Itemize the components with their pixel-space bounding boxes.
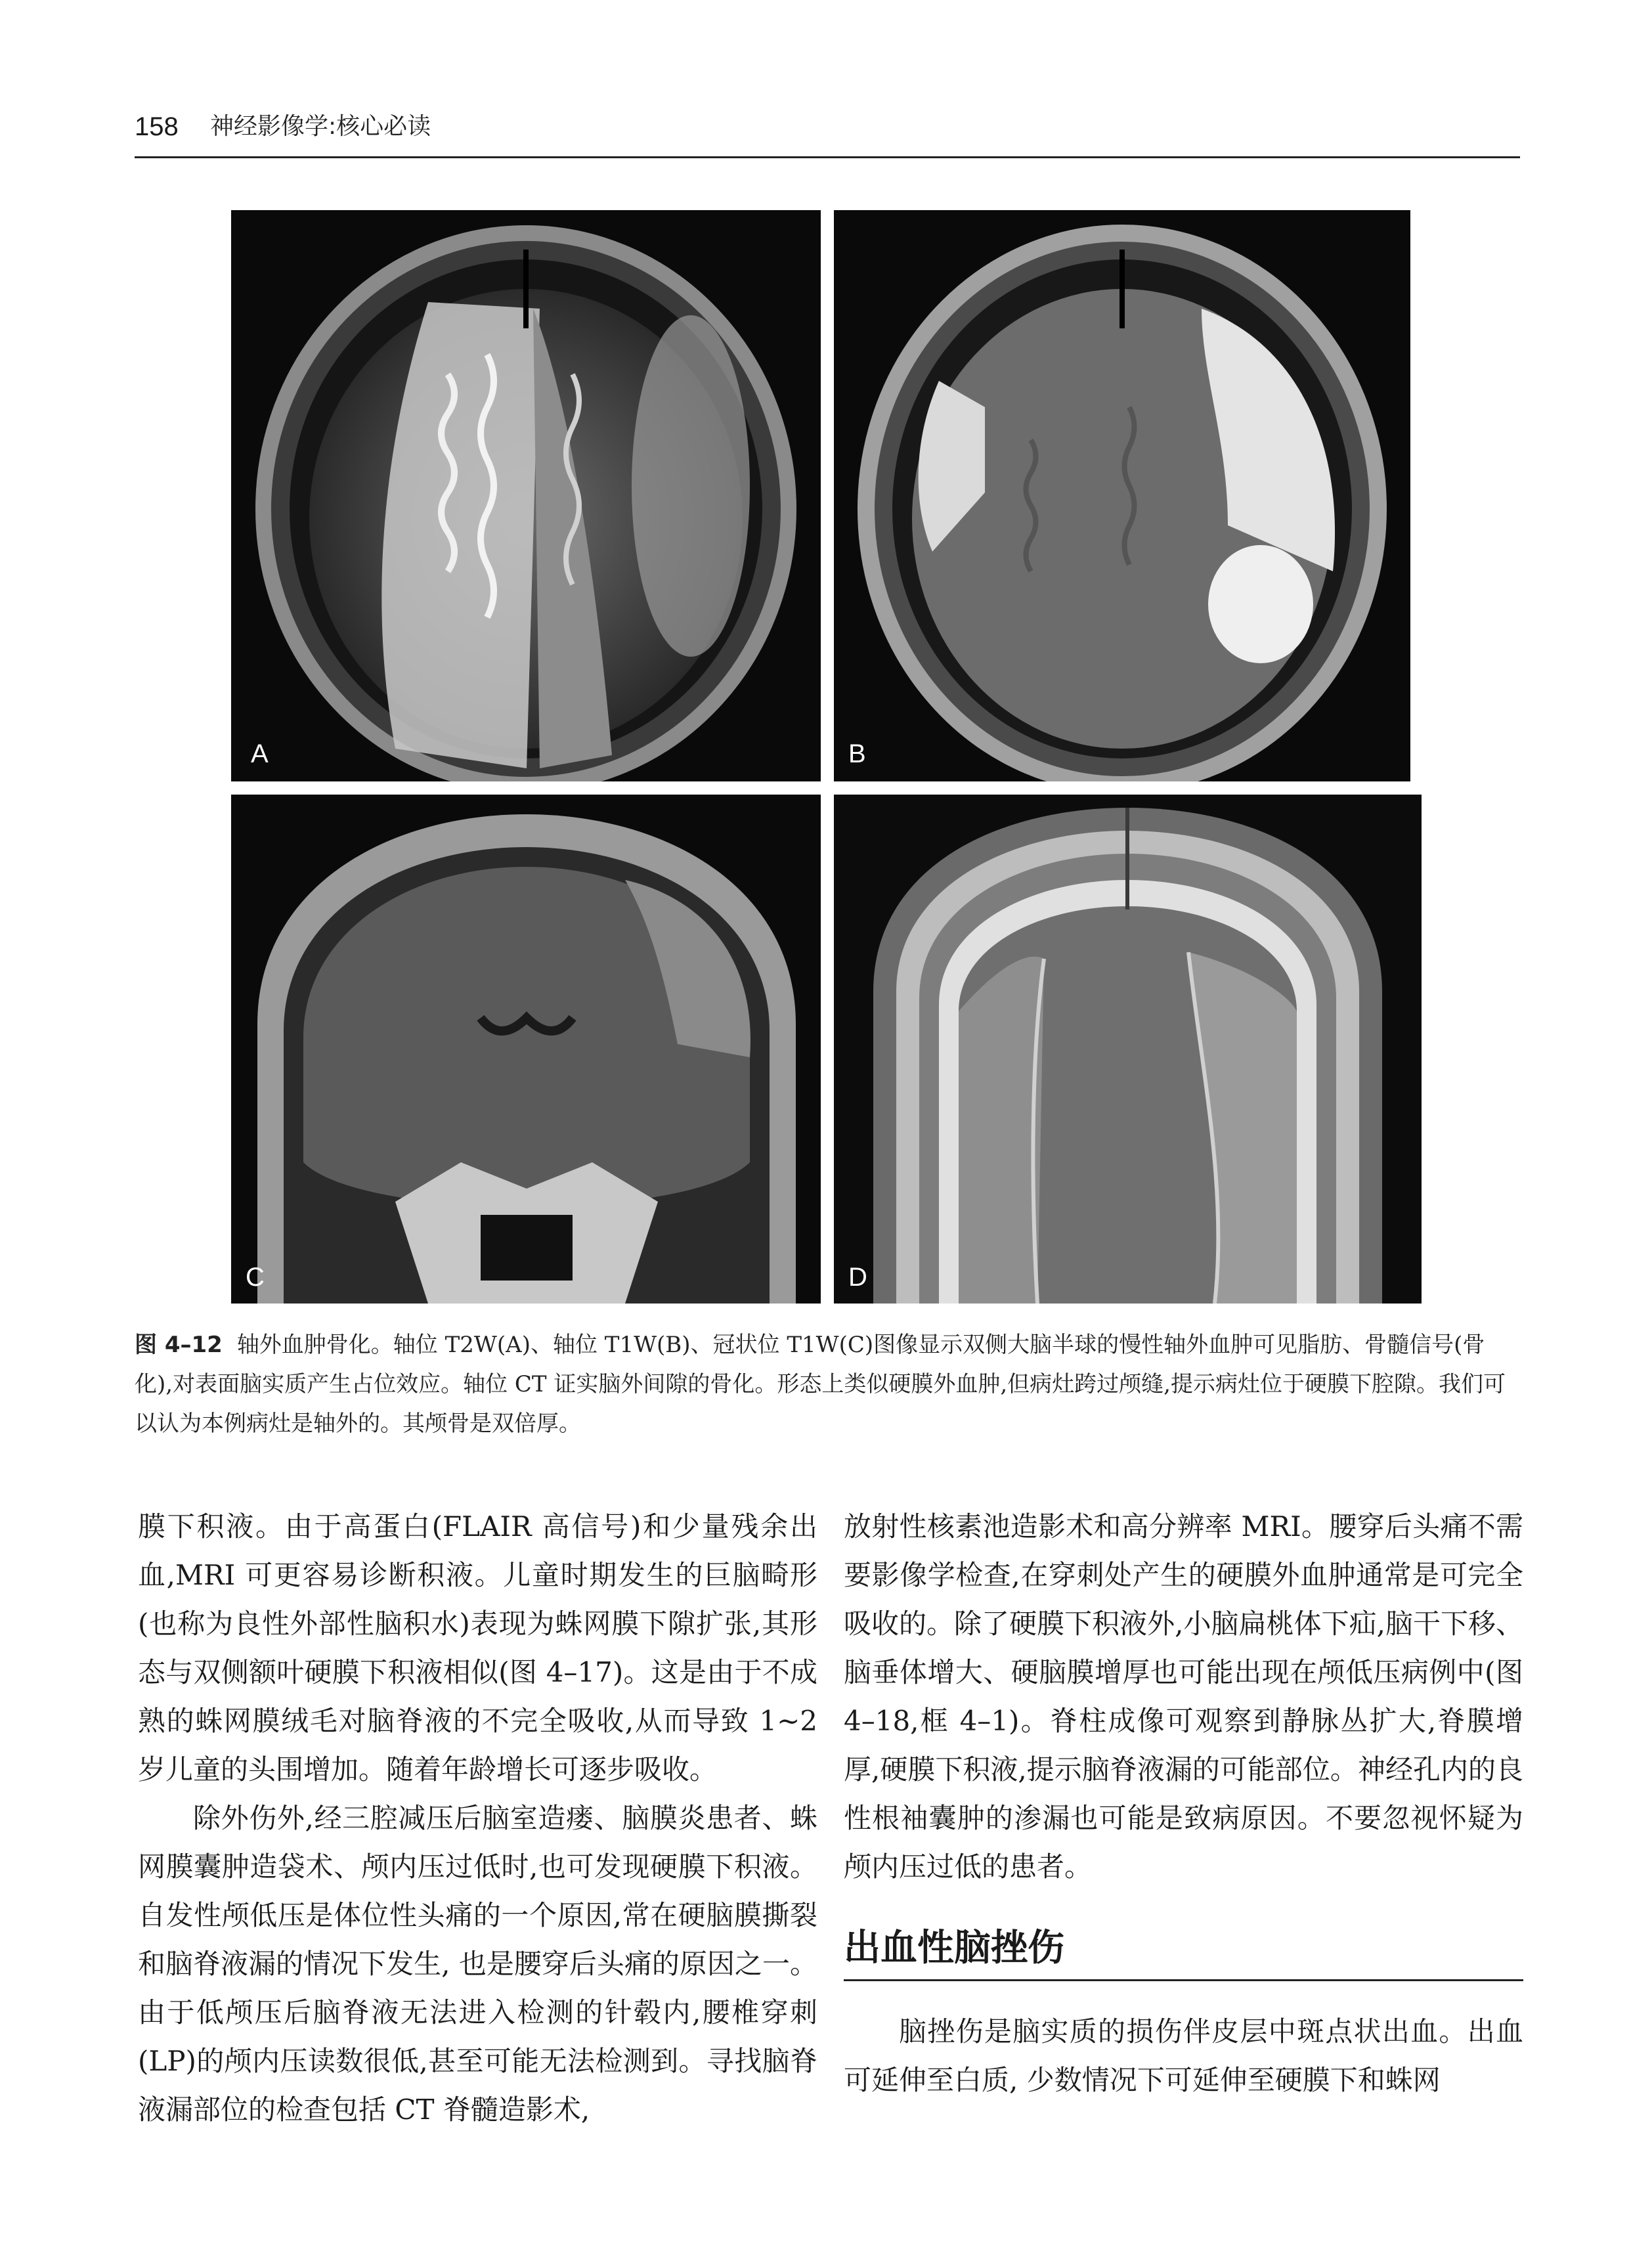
body-column-left [138,1502,817,2134]
caption-text: 轴外血肿骨化。轴位 T2W(A)、轴位 T1W(B)、冠状位 T1W(C)图像显示双侧大脑半球的慢性轴外血肿可见脂肪、骨髓信号(骨化),对表面脑实质产生占位效应。轴位 CT 证实脑外间隙的骨化。形态上类似硬膜外血肿,但病灶跨过颅缝,提示病灶位于硬膜下腔隙。我们可以认为本例病灶是轴外的。其颅骨是双倍厚。 [135,1332,1506,1437]
ct-axial-image [834,795,1422,1304]
paragraph: 放射性核素池造影术和高分辨率 MRI。腰穿后头痛不需要影像学检查,在穿刺处产生的硬膜外血肿通常是可完全吸收的。除了硬膜下积液外,小脑扁桃体下疝,脑干下移、脑垂体增大、硬脑膜增厚也可能出现在颅低压病例中(图 4–18,框 4–1)。脊柱成像可观察到静脉丛扩大,脊膜增厚,硬膜下积液,提示脑脊液漏的可能部位。神经孔内的良性根袖囊肿的渗漏也可能是致病原因。不要忽视怀疑为颅内压过低的患者。 [844,1510,1523,1883]
section-heading: 出血性脑挫伤 [844,1921,1523,1981]
body-column-right [844,1502,1523,2105]
running-header [135,110,1520,156]
running-title: 神经影像学:核心必读 [210,113,431,140]
figure-panel-c [231,795,821,1304]
header-rule [135,156,1520,158]
mri-axial-t2-image [231,210,821,781]
panel-label-a: A [251,739,269,768]
mri-axial-t1-image [834,210,1410,781]
paragraph: 除外伤外,经三腔减压后脑室造瘘、脑膜炎患者、蛛网膜囊肿造袋术、颅内压过低时,也可发现硬膜下积液。自发性颅低压是体位性头痛的一个原因,常在硬脑膜撕裂和脑脊液漏的情况下发生, 也是腰穿后头痛的原因之一。由于低颅压后脑脊液无法进入检测的针毂内,腰椎穿刺(LP)的颅内压读数很低,甚至可能无法检测到。寻找脑脊液漏部位的检查包括 CT 脊髓造影术, [138,1802,817,2126]
panel-label-d: D [848,1263,867,1292]
figure-panel-b [834,210,1410,781]
figure-number: 图 4–12 [135,1332,223,1358]
figure-caption [135,1325,1520,1443]
panel-label-c: C [246,1263,265,1292]
figure-panel-d [834,795,1422,1304]
page-number: 158 [135,112,179,141]
paragraph: 膜下积液。由于高蛋白(FLAIR 高信号)和少量残余出血,MRI 可更容易诊断积液。儿童时期发生的巨脑畸形(也称为良性外部性脑积水)表现为蛛网膜下隙扩张,其形态与双侧额叶硬膜下积液相似(图 4–17)。这是由于不成熟的蛛网膜绒毛对脑脊液的不完全吸收,从而导致 1~2 岁儿童的头围增加。随着年龄增长可逐步吸收。 [138,1510,817,1786]
paragraph: 脑挫伤是脑实质的损伤伴皮层中斑点状出血。出血可延伸至白质, 少数情况下可延伸至硬膜下和蛛网 [844,2015,1523,2096]
panel-label-b: B [848,739,866,768]
mri-coronal-t1-image [231,795,821,1304]
figure-panel-a [231,210,821,781]
